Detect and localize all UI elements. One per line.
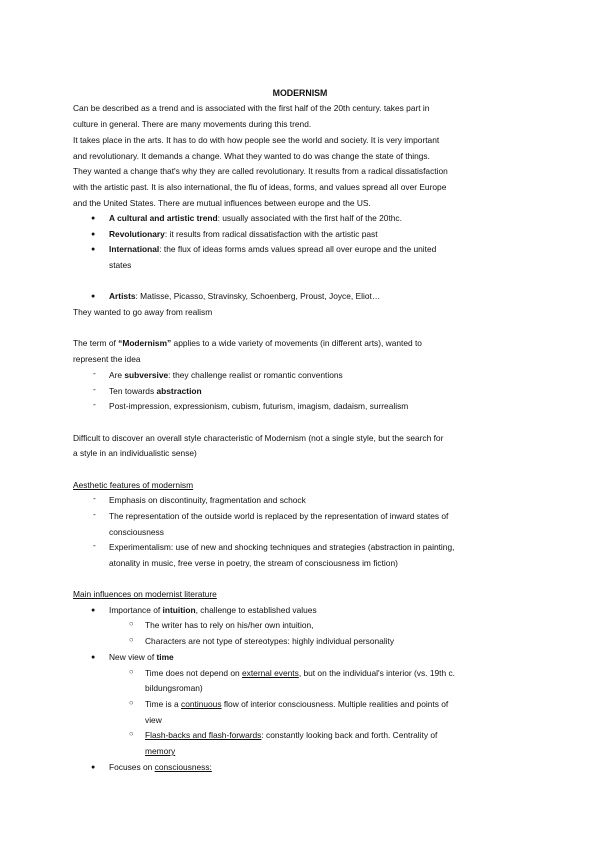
dash-marker: - [93, 399, 96, 409]
list-item: Importance of intuition, challenge to established values [109, 605, 317, 615]
list-item: Focuses on consciousness: [109, 762, 212, 772]
circle-bullet-icon: ○ [129, 619, 134, 628]
list-item: New view of time [109, 652, 174, 662]
circle-bullet-icon: ○ [129, 698, 134, 707]
bullet-icon: ● [91, 231, 96, 238]
list-item: Post-impression, expressionism, cubism, futurism, imagism, dadaism, surrealism [109, 401, 409, 411]
circle-bullet-icon: ○ [129, 635, 134, 644]
intro-line: and revolutionary. It demands a change. What they wanted to do was change the state of things. [73, 151, 430, 161]
list-item: Experimentalism: use of new and shocking techniques and strategies (abstraction in painting, [109, 542, 455, 552]
sub-list-item: Time is a continuous flow of interior consciousness. Multiple realities and points of [145, 699, 449, 709]
intro-line: It takes place in the arts. It has to do with how people see the world and society. It is very important [73, 135, 440, 145]
list-item-continuation: atonality in music, free verse in poetry, the stream of consciousness im fiction) [109, 558, 398, 568]
section-heading: Main influences on modernist literature [73, 589, 217, 599]
circle-bullet-icon: ○ [129, 729, 134, 738]
list-item: Ten towards abstraction [109, 386, 202, 396]
dash-marker: - [93, 368, 96, 378]
sub-list-item: Characters are not type of stereotypes: highly individual personality [145, 636, 395, 646]
list-item: International: the flux of ideas forms amds values spread all over europe and the united [109, 244, 437, 254]
list-item: The representation of the outside world is replaced by the representation of inward states of [109, 511, 449, 521]
intro-line: with the artistic past. It is also international, the flu of ideas, forms, and values spread all over Europe [73, 182, 447, 192]
artists-item: Artists: Matisse, Picasso, Stravinsky, Schoenberg, Proust, Joyce, Eliot… [109, 291, 381, 301]
section-heading: Aesthetic features of modernism [73, 480, 194, 490]
sub-list-item: Time does not depend on external events, but on the individual's interior (vs. 19th c. [145, 668, 455, 678]
list-item: A cultural and artistic trend: usually associated with the first half of the 20thc. [109, 213, 402, 223]
bullet-icon: ● [91, 764, 96, 771]
dash-marker: - [93, 493, 96, 503]
intro-line: Can be described as a trend and is associated with the first half of the 20th century. takes part in [73, 103, 430, 113]
intro-line: and the United States. There are mutual influences between europe and the US. [73, 198, 371, 208]
list-item: Emphasis on discontinuity, fragmentation and schock [109, 495, 306, 505]
bullet-icon: ● [91, 654, 96, 661]
list-item-continuation: states [109, 260, 132, 270]
list-item: Revolutionary: it results from radical dissatisfaction with the artistic past [109, 229, 378, 239]
intro-line: culture in general. There are many movements during this trend. [73, 119, 312, 129]
paragraph: represent the idea [73, 354, 141, 364]
paragraph: The term of “Modernism” applies to a wide variety of movements (in different arts), wanted to [73, 338, 422, 348]
bullet-icon: ● [91, 215, 96, 222]
dash-marker: - [93, 509, 96, 519]
sub-list-item: Flash-backs and flash-forwards: constantly looking back and forth. Centrality of [145, 730, 438, 740]
sub-list-item-continuation: view [145, 715, 162, 725]
sub-list-item-continuation: memory [145, 746, 176, 756]
page-title: MODERNISM [272, 88, 328, 98]
sub-list-item-continuation: bildungsroman) [145, 683, 203, 693]
list-item-continuation: consciousness [109, 527, 164, 537]
bullet-icon: ● [91, 293, 96, 300]
bullet-icon: ● [91, 246, 96, 253]
dash-marker: - [93, 384, 96, 394]
paragraph: They wanted to go away from realism [73, 307, 213, 317]
dash-marker: - [93, 540, 96, 550]
bullet-icon: ● [91, 607, 96, 614]
list-item: Are subversive: they challenge realist or romantic conventions [109, 370, 343, 380]
paragraph: Difficult to discover an overall style characteristic of Modernism (not a single style, but the search for [73, 433, 444, 443]
circle-bullet-icon: ○ [129, 667, 134, 676]
intro-line: They wanted a change that's why they are called revolutionary. It results from a radical dissatisfaction [73, 166, 448, 176]
sub-list-item: The writer has to rely on his/her own intuition, [145, 620, 314, 630]
paragraph: a style in an individualistic sense) [73, 448, 197, 458]
